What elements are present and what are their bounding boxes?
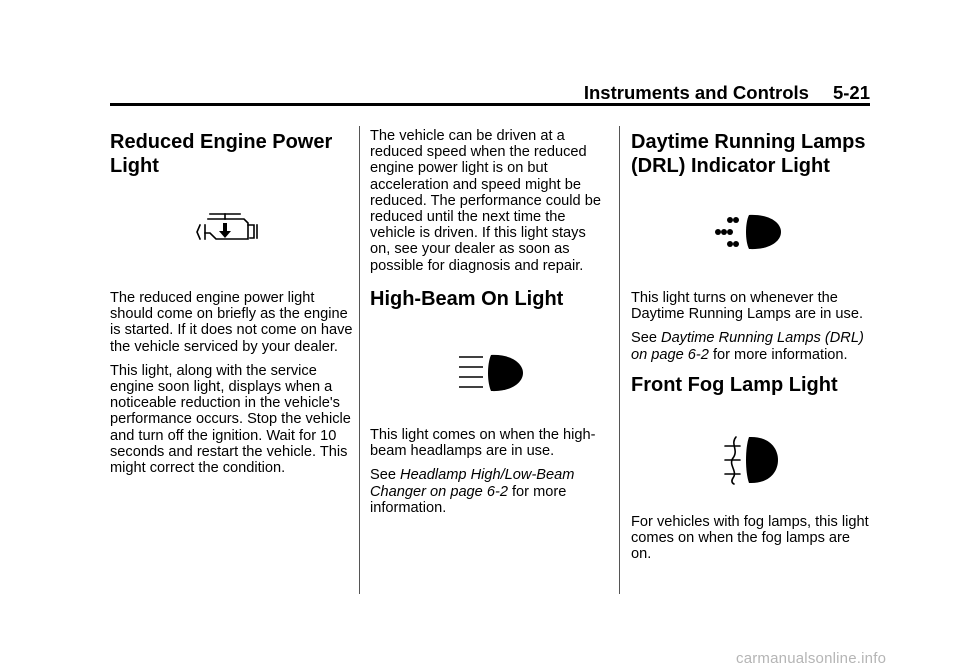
high-beam-body bbox=[370, 427, 610, 524]
front-fog-lamp-icon bbox=[722, 434, 780, 486]
watermark: carmanualsonline.info bbox=[736, 650, 887, 667]
fog-lamp-body bbox=[631, 514, 871, 571]
high-beam-icon bbox=[456, 352, 526, 394]
drl-icon bbox=[714, 214, 784, 250]
page-number: 5-21 bbox=[832, 82, 870, 103]
fog-lamp-para: For vehicles with fog lamps, this light comes on when the fog lamps are on. bbox=[631, 514, 869, 563]
header-rule bbox=[110, 103, 870, 106]
drl-link[interactable]: Daytime Running Lamps (DRL) on page 6-2 bbox=[631, 330, 864, 363]
column-1 bbox=[110, 130, 350, 178]
drl-para: This light turns on whenever the Daytime Running Lamps are in use. bbox=[631, 290, 863, 323]
high-beam-heading: High-Beam On Light bbox=[370, 288, 564, 310]
headlamp-changer-link[interactable]: Headlamp High/Low-Beam Changer on page 6-2 bbox=[370, 467, 575, 500]
fog-lamp-heading: Front Fog Lamp Light bbox=[631, 374, 838, 396]
column-divider-2 bbox=[619, 126, 620, 594]
drl-see: See Daytime Running Lamps (DRL) on page 6-2 for more information. bbox=[631, 330, 864, 363]
page-header bbox=[110, 82, 870, 104]
high-beam-see: See Headlamp High/Low-Beam Changer on page 6-2 for more information. bbox=[370, 467, 575, 516]
reduced-speed-para: The vehicle can be driven at a reduced speed when the reduced engine power light is on but acceleration and speed might be reduced. The performance could be reduced until the next time the vehicle is driven. If this light stays on, see your dealer as soon as possible for diagnosis and repair. bbox=[370, 128, 601, 274]
high-beam-para: This light comes on when the high-beam headlamps are in use. bbox=[370, 427, 596, 460]
reduced-engine-power-icon bbox=[196, 212, 262, 246]
column-divider-1 bbox=[359, 126, 360, 594]
drl-body bbox=[631, 290, 871, 371]
high-beam-section bbox=[370, 287, 610, 311]
section-title: Instruments and Controls bbox=[583, 82, 809, 103]
drl-heading: Daytime Running Lamps (DRL) Indicator Light bbox=[631, 131, 866, 177]
reduced-engine-power-para-2: This light, along with the service engine soon light, displays when a noticeable reduction in the vehicle's performance occurs. Stop the vehicle and turn off the ignition. Wait for 10 seconds and restart the vehicle. This might correct the condition. bbox=[110, 362, 351, 477]
reduced-engine-power-heading: Reduced Engine Power Light bbox=[110, 131, 333, 177]
column-2 bbox=[370, 128, 610, 282]
reduced-engine-power-para-1: The reduced engine power light should come on briefly as the engine is started. If it does not come on have the vehicle serviced by your dealer. bbox=[110, 290, 353, 355]
fog-lamp-section bbox=[631, 373, 871, 397]
column-1-body bbox=[110, 290, 354, 484]
drl-section bbox=[631, 130, 871, 178]
